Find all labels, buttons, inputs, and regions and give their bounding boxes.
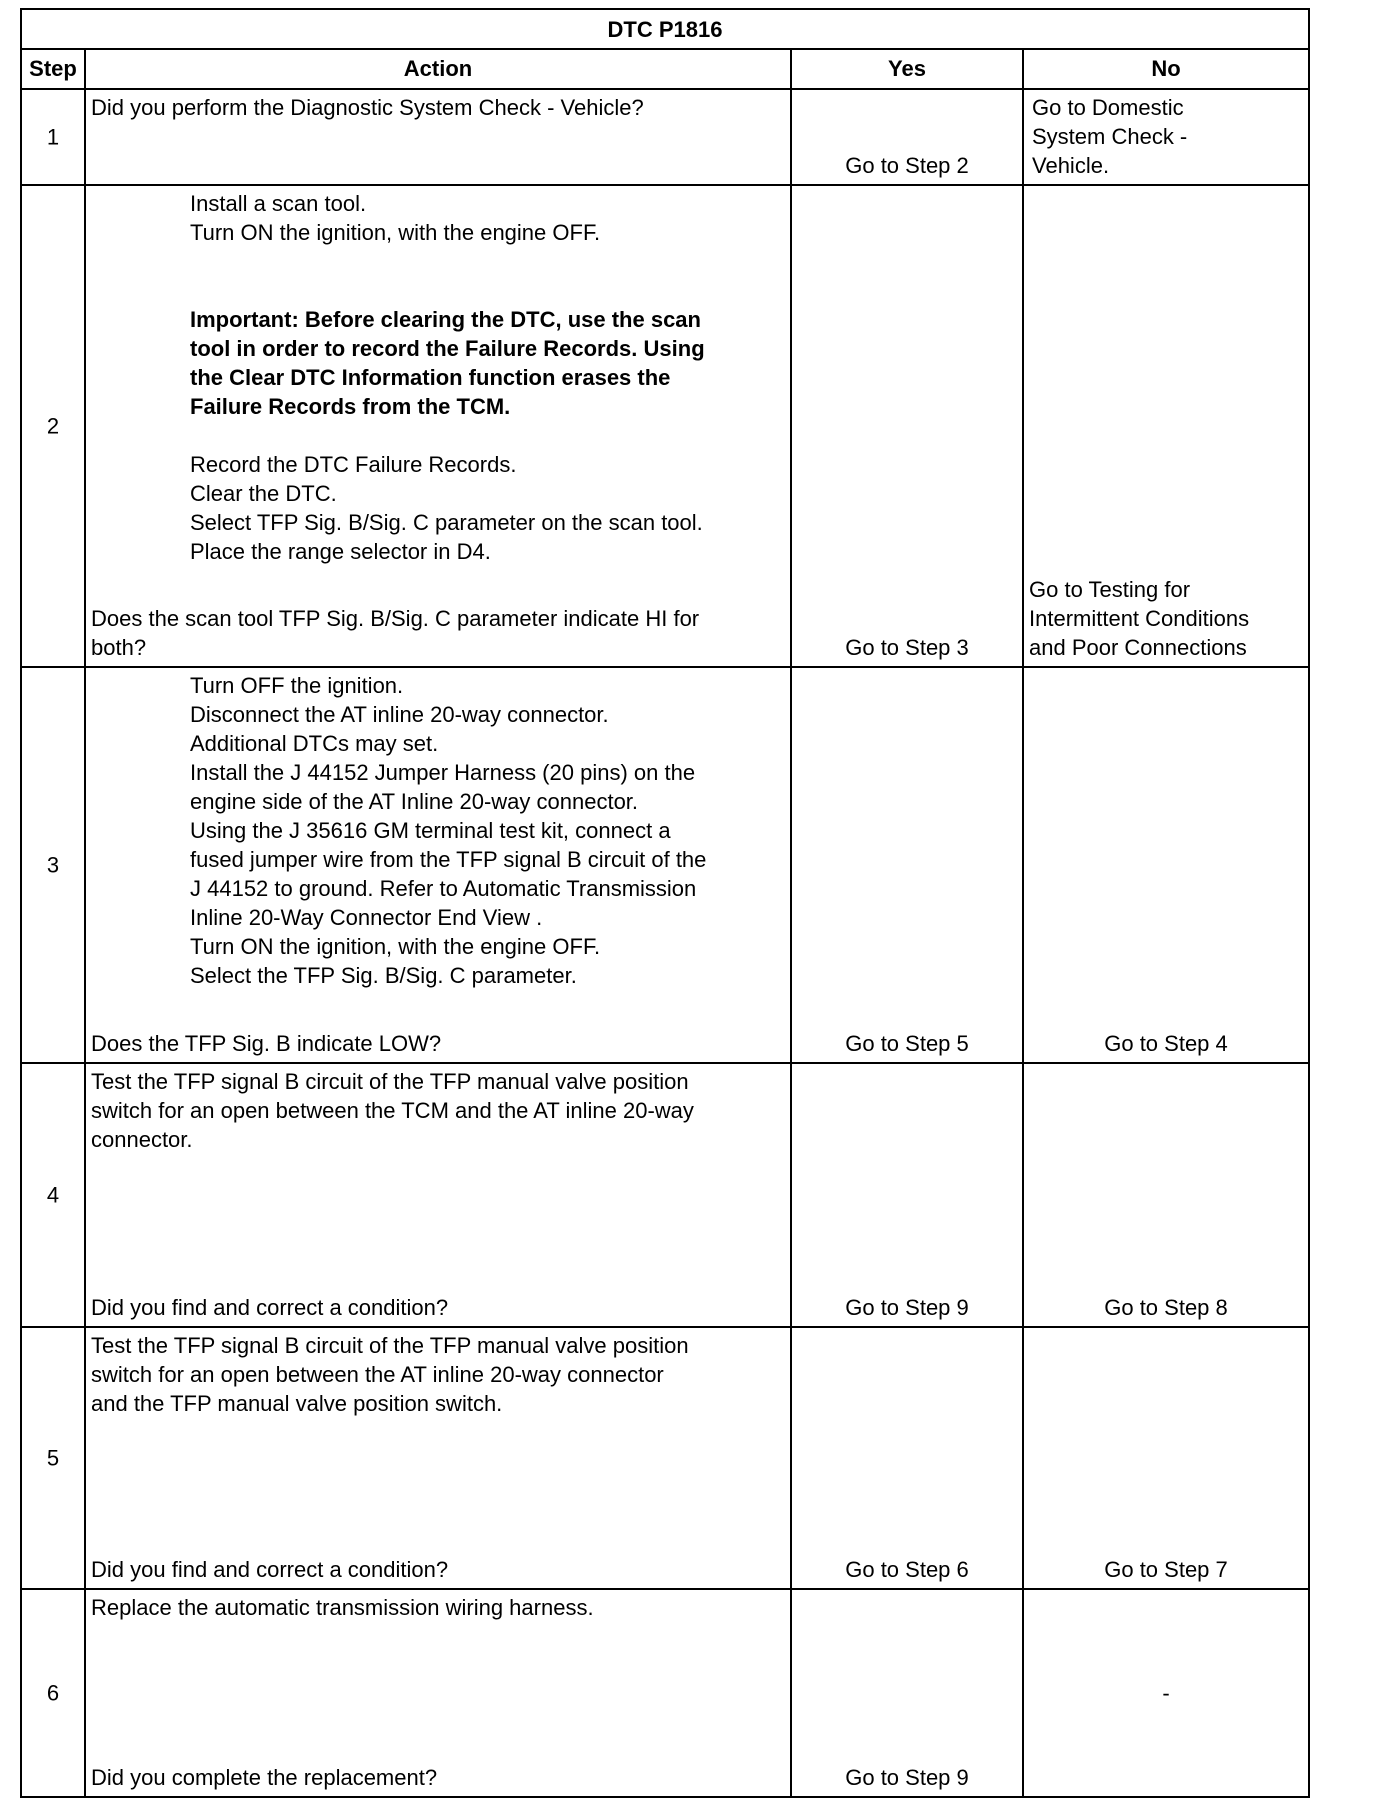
no-action: Go to Testing for Intermittent Conditions and Poor Connections: [1029, 577, 1250, 660]
yes-action: Go to Step 3: [845, 635, 969, 660]
step-question: Does the scan tool TFP Sig. B/Sig. C parameter indicate HI for both?: [91, 606, 700, 660]
step-instructions: Test the TFP signal B circuit of the TFP manual valve position switch for an open between the TCM and the AT inline 20-way connector.: [91, 1069, 694, 1152]
step-question: Did you find and correct a condition?: [91, 1295, 449, 1320]
no-action: Go to Step 7: [1104, 1557, 1228, 1582]
table-title: DTC P1816: [22, 10, 1308, 50]
step-number: 4: [46, 1182, 60, 1208]
step-number: 3: [46, 852, 60, 878]
step-row-1: [22, 90, 1308, 186]
header-row: [22, 50, 1308, 90]
step-row-5: [22, 1328, 1308, 1590]
step-number: 5: [46, 1445, 60, 1471]
step-row-6: [22, 1590, 1308, 1796]
step-question: Does the TFP Sig. B indicate LOW?: [91, 1031, 442, 1056]
step-instructions: Install a scan tool. Turn ON the ignition, with the engine OFF. Important: Before clearing the DTC, use the scan tool in order to record the Failure Records. Using the Clear DTC Information function erases the Failure Records from the TCM. Record the DTC Failure Records. Clear the DTC. Select TFP Sig. B/Sig. C parameter on the scan tool. Place the range selector in D4.: [190, 189, 786, 566]
step-row-2: [22, 186, 1308, 668]
step-instructions: Turn OFF the ignition. Disconnect the AT inline 20-way connector. Additional DTCs may set. Install the J 44152 Jumper Harness (20 pins) on the engine side of the AT Inline 20-way connector. Using the J 35616 GM terminal test kit, connect a fused jumper wire from the TFP signal B circuit of the J 44152 to ground. Refer to Automatic Transmission Inline 20-Way Connector End View . Turn ON the ignition, with the engine OFF. Select the TFP Sig. B/Sig. C parameter.: [190, 673, 707, 988]
step-number: 6: [46, 1680, 60, 1706]
no-action: Go to Domestic System Check - Vehicle.: [1032, 95, 1188, 178]
yes-action: Go to Step 2: [845, 153, 969, 178]
important-note: Important: Before clearing the DTC, use the scan tool in order to record the Failure Records. Using the Clear DTC Information function erases the Failure Records from the TCM.: [190, 307, 705, 419]
step-row-3: [22, 668, 1308, 1064]
step-number: 2: [46, 413, 60, 439]
header-no: No: [1151, 56, 1181, 81]
yes-action: Go to Step 9: [845, 1765, 969, 1790]
yes-action: Go to Step 9: [845, 1295, 969, 1320]
step-instructions: Replace the automatic transmission wiring harness.: [91, 1595, 594, 1620]
step-instructions: Test the TFP signal B circuit of the TFP manual valve position switch for an open between the AT inline 20-way connector and the TFP manual valve position switch.: [91, 1333, 689, 1416]
step-question: Did you complete the replacement?: [91, 1765, 438, 1790]
step-question: Did you perform the Diagnostic System Check - Vehicle?: [91, 95, 644, 120]
header-step: Step: [22, 50, 86, 88]
yes-action: Go to Step 5: [845, 1031, 969, 1056]
header-yes: Yes: [792, 50, 1024, 88]
step-question: Did you find and correct a condition?: [91, 1557, 449, 1582]
diagnostic-table: [20, 8, 1310, 1798]
header-action: Action: [86, 50, 792, 88]
no-action: -: [1162, 1680, 1170, 1706]
no-action: Go to Step 4: [1104, 1031, 1228, 1056]
yes-action: Go to Step 6: [845, 1557, 969, 1582]
step-number: 1: [46, 124, 60, 150]
no-action: Go to Step 8: [1104, 1295, 1228, 1320]
step-row-4: [22, 1064, 1308, 1328]
